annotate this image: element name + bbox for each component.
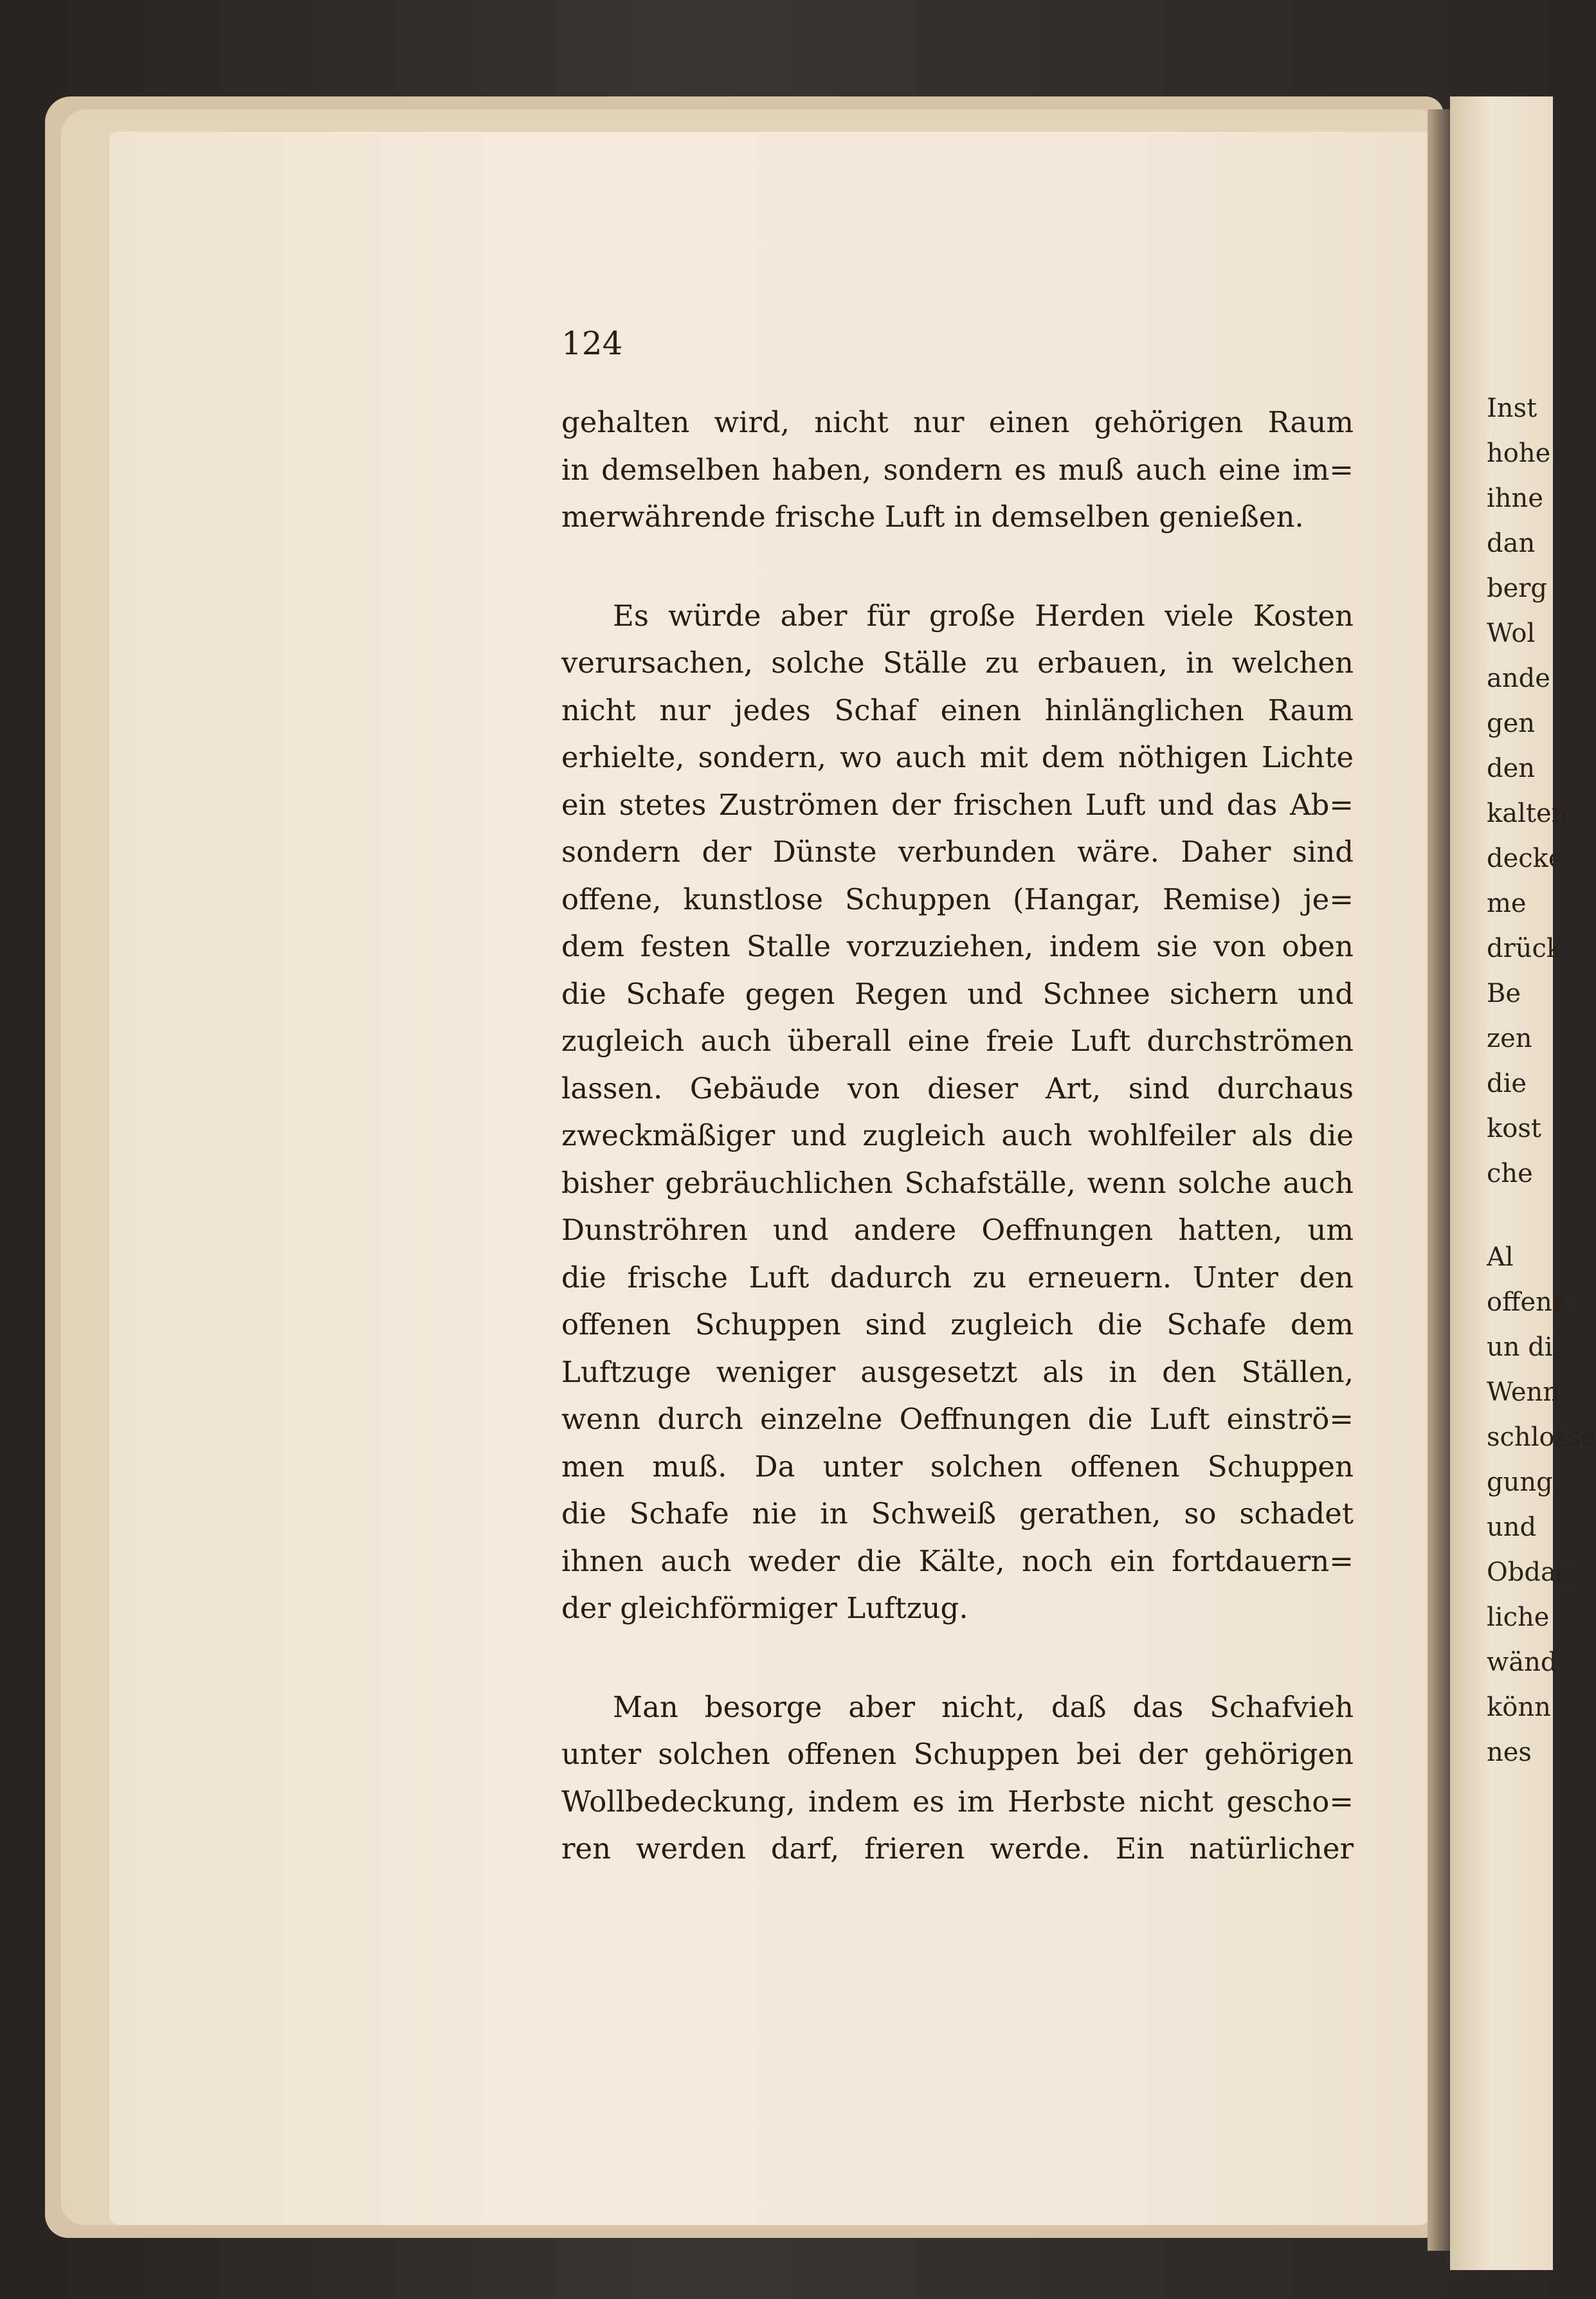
text-line: Man besorge aber nicht, daß das Schafvieh <box>613 1689 1354 1724</box>
adjacent-fragment: gung <box>1487 1468 1553 1497</box>
text-line: offenen Schuppen sind zugleich die Schafe dem <box>561 1307 1354 1341</box>
text-line: die frische Luft dadurch zu erneuern. Unter den <box>561 1260 1354 1295</box>
text-line: die Schafe gegen Regen und Schnee sichern und <box>561 976 1354 1011</box>
text-line: die Schafe nie in Schweiß gerathen, so schadet <box>561 1496 1354 1531</box>
adjacent-fragment-gap <box>1487 1196 1548 1235</box>
adjacent-fragment: zen <box>1487 1024 1532 1053</box>
adjacent-fragment: Al <box>1487 1242 1514 1272</box>
text-line: unter solchen offenen Schuppen bei der gehörigen <box>561 1737 1354 1771</box>
adjacent-fragment: che <box>1487 1159 1533 1188</box>
adjacent-fragment: gen <box>1487 709 1536 738</box>
text-line: Dunströhren und andere Oeffnungen hatten, um <box>561 1213 1354 1247</box>
adjacent-fragment: liche <box>1487 1603 1550 1632</box>
adjacent-fragment: ihne <box>1487 484 1543 513</box>
text-line: wenn durch einzelne Oeffnungen die Luft einströ= <box>561 1402 1354 1436</box>
text-line: in demselben haben, sondern es muß auch eine im= <box>561 452 1354 487</box>
adjacent-fragment: Be <box>1487 979 1521 1008</box>
paragraph-spacer <box>561 541 1354 592</box>
adjacent-fragment: Wol <box>1487 619 1536 648</box>
text-line: gehalten wird, nicht nur einen gehörigen Raum <box>561 405 1354 439</box>
adjacent-fragment: kost <box>1487 1114 1541 1143</box>
text-line: sondern der Dünste verbunden wäre. Daher sind <box>561 835 1354 869</box>
text-line: ren werden darf, frieren werde. Ein natürlicher <box>561 1831 1354 1866</box>
adjacent-fragment: ande <box>1487 664 1550 693</box>
page-number: 124 <box>561 325 623 362</box>
text-line: lassen. Gebäude von dieser Art, sind durchaus <box>561 1071 1354 1105</box>
text-line: Wollbedeckung, indem es im Herbste nicht gescho= <box>561 1784 1354 1819</box>
adjacent-fragment: kalten <box>1487 799 1568 828</box>
adjacent-fragment: Inst <box>1487 394 1537 423</box>
adjacent-fragment: berg <box>1487 574 1548 603</box>
text-line: zugleich auch überall eine freie Luft durchströmen <box>561 1024 1354 1058</box>
adjacent-fragment: dan <box>1487 529 1536 558</box>
paragraph-3 <box>561 1684 1354 1873</box>
paragraph-spacer <box>561 1632 1354 1684</box>
adjacent-fragment: Wenn <box>1487 1377 1560 1407</box>
text-line: erhielte, sondern, wo auch mit dem nöthigen Lichte <box>561 740 1354 774</box>
paragraph-1 <box>561 399 1354 541</box>
text-line: Luftzuge weniger ausgesetzt als in den Ställen, <box>561 1354 1354 1389</box>
text-line: verursachen, solche Ställe zu erbauen, in welchen <box>561 646 1354 680</box>
text-line: nicht nur jedes Schaf einen hinlänglichen Raum <box>561 693 1354 727</box>
text-line: ihnen auch weder die Kälte, noch ein fortdauern= <box>561 1543 1354 1578</box>
adjacent-fragment: Obdac <box>1487 1558 1571 1587</box>
adjacent-fragment: hohe <box>1487 439 1551 468</box>
text-line: offene, kunstlose Schuppen (Hangar, Remise) je= <box>561 882 1354 916</box>
page-body-text <box>561 399 1354 1873</box>
text-line: Es würde aber für große Herden viele Kosten <box>613 598 1354 633</box>
adjacent-fragment: me <box>1487 889 1527 918</box>
paragraph-2 <box>561 592 1354 1632</box>
adjacent-fragment: könn <box>1487 1693 1551 1722</box>
text-line: men muß. Da unter solchen offenen Schuppen <box>561 1449 1354 1484</box>
adjacent-fragment: offene <box>1487 1287 1568 1317</box>
adjacent-fragment: wänd <box>1487 1648 1557 1677</box>
text-line: merwährende frische Luft in demselben genießen. <box>561 500 1304 534</box>
adjacent-fragment: decke <box>1487 844 1564 873</box>
adjacent-fragment: schlosse <box>1487 1422 1596 1452</box>
adjacent-fragment: und <box>1487 1513 1537 1542</box>
adjacent-fragment: un di <box>1487 1332 1553 1362</box>
text-line: der gleichförmiger Luftzug. <box>561 1591 968 1625</box>
adjacent-fragment: drück <box>1487 934 1563 963</box>
adjacent-fragment: die <box>1487 1069 1527 1098</box>
text-line: dem festen Stalle vorzuziehen, indem sie von oben <box>561 929 1354 963</box>
adjacent-page-text <box>1487 386 1596 1775</box>
text-line: bisher gebräuchlichen Schafställe, wenn solche auch <box>561 1165 1354 1200</box>
adjacent-fragment: den <box>1487 754 1536 783</box>
text-line: zweckmäßiger und zugleich auch wohlfeiler als die <box>561 1118 1354 1152</box>
adjacent-fragment: nes <box>1487 1738 1532 1767</box>
text-line: ein stetes Zuströmen der frischen Luft und das Ab= <box>561 787 1354 822</box>
book-gutter <box>1428 109 1450 2251</box>
